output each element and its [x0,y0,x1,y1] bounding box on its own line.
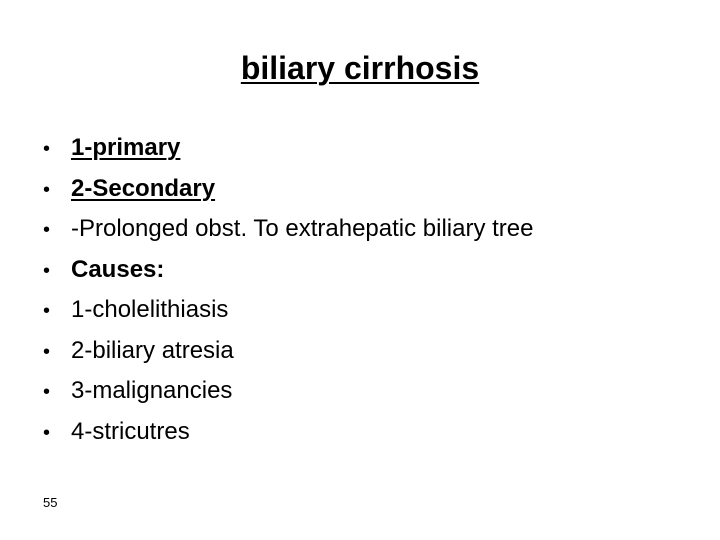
bullet-icon: • [43,421,51,444]
list-item [43,371,693,412]
list-item [43,169,693,210]
list-item [43,290,693,331]
bullet-icon: • [43,340,51,363]
list-item [43,331,693,372]
bullet-text: 2-Secondary [71,174,216,202]
bullet-text: 2-biliary atresia [71,336,234,364]
bullet-text: 1-primary [71,134,181,161]
bullet-icon: • [43,381,51,403]
bullet-icon: • [43,300,51,322]
bullet-icon: • [43,178,51,201]
bullet-text: 4-stricutres [71,417,190,445]
bullet-text: Causes: [71,255,165,283]
list-item [43,128,693,169]
bullet-list [43,128,693,452]
bullet-icon: • [43,219,51,241]
bullet-text: -Prolonged obst. To extrahepatic biliary tree [71,215,534,242]
list-item [43,209,693,250]
page-number: 55 [43,495,58,510]
slide-title: biliary cirrhosis [240,50,480,86]
bullet-icon: • [43,259,51,282]
list-item [43,250,693,291]
bullet-icon: • [43,138,51,160]
list-item [43,412,693,453]
bullet-text: 1-cholelithiasis [71,296,229,323]
bullet-text: 3-malignancies [71,377,233,404]
